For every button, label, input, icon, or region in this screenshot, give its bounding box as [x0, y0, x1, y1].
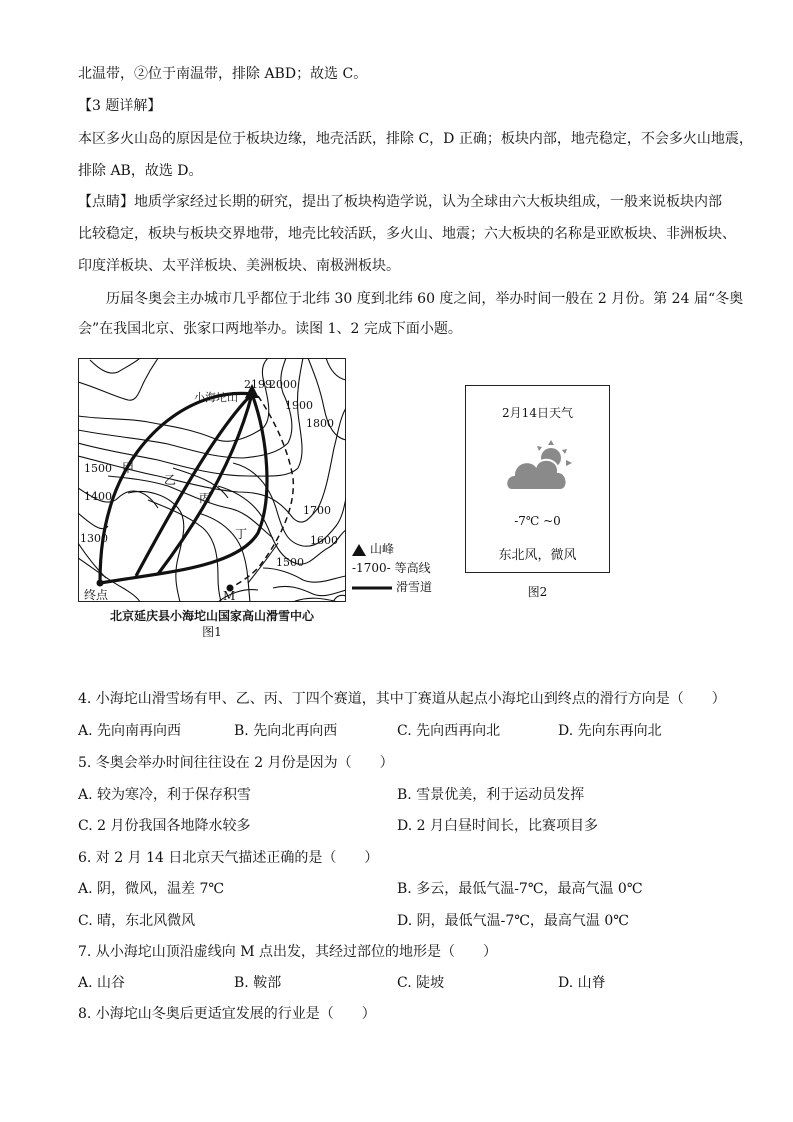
legend-contour-sample: -1700- — [352, 561, 391, 575]
peak-elevation-label: 2199 — [244, 378, 272, 391]
paragraph-text: 本区多火山岛的原因是位于板块边缘，地壳活跃，排除 C，D 正确；板块内部，地壳稳定，不会多火山地震， — [78, 131, 753, 147]
peak-name-label: 小海坨山 — [194, 391, 238, 404]
legend-contour-label: 等高线 — [394, 561, 431, 575]
question-option[interactable]: C. 晴，东北风微风 — [78, 913, 196, 929]
question-option[interactable]: B. 多云，最低气温-7℃，最高气温 0℃ — [397, 881, 643, 897]
question-option[interactable]: B. 先向北再向西 — [234, 723, 338, 739]
run-label-jia: 甲 — [122, 461, 135, 475]
paragraph-text: 比较稳定，板块与板块交界地带，地壳比较活跃，多火山、地震；六大板块的名称是亚欧板块、非洲板块、 — [78, 226, 736, 242]
weather-temperature: -7℃ ~0 — [514, 514, 561, 528]
end-point-marker — [97, 580, 104, 587]
figure1-label: 图1 — [202, 625, 222, 639]
section-heading: 【3 题详解】 — [78, 98, 162, 114]
paragraph-text: 印度洋板块、太平洋板块、美洲板块、南极洲板块。 — [78, 258, 400, 274]
weather-title: 2月14日天气 — [502, 406, 573, 420]
question-option[interactable]: D. 先向东再向北 — [558, 723, 662, 739]
question-option[interactable]: C. 2 月份我国各地降水较多 — [78, 818, 251, 834]
weather-card — [465, 385, 610, 573]
contour-label: 1500 — [276, 556, 304, 569]
question-stem: 8. 小海坨山冬奥后更适宜发展的行业是（ ） — [78, 1006, 376, 1022]
question-option[interactable]: D. 2 月白昼时间长，比赛项目多 — [397, 818, 598, 834]
question-option[interactable]: C. 陡坡 — [397, 975, 445, 991]
legend-peak-label: 山峰 — [370, 542, 395, 556]
peak-legend-icon — [352, 544, 366, 556]
question-option[interactable]: A. 较为寒冷，利于保存积雪 — [78, 787, 252, 803]
question-stem: 5. 冬奥会举办时间往往设在 2 月份是因为（ ） — [78, 755, 394, 771]
run-label-bing: 丙 — [199, 491, 212, 505]
question-option[interactable]: D. 山脊 — [558, 975, 606, 991]
question-option[interactable]: D. 阴，最低气温-7℃，最高气温 0℃ — [397, 913, 629, 929]
m-point-label: M — [223, 589, 236, 602]
question-option[interactable]: A. 阴，微风，温差 7℃ — [78, 881, 225, 897]
legend-ski-run-label: 滑雪道 — [396, 580, 433, 594]
paragraph-text: 会”在我国北京、张家口两地举办。读图 1、2 完成下面小题。 — [78, 321, 462, 337]
question-stem: 6. 对 2 月 14 日北京天气描述正确的是（ ） — [78, 850, 379, 866]
partly-cloudy-icon — [504, 438, 579, 498]
run-label-ding: 丁 — [235, 527, 248, 541]
question-stem: 7. 从小海坨山顶沿虚线向 M 点出发，其经过部位的地形是（ ） — [78, 944, 498, 960]
paragraph-text: 历届冬奥会主办城市几乎都位于北纬 30 度到北纬 60 度之间，举办时间一般在 2 月份。第 24 届“冬奥 — [106, 291, 744, 307]
contour-label: 2000 — [269, 378, 297, 391]
contour-label: 1600 — [310, 534, 338, 547]
question-option[interactable]: B. 鞍部 — [234, 975, 282, 991]
contour-label: 1800 — [306, 417, 334, 430]
question-option[interactable]: A. 先向南再向西 — [78, 723, 182, 739]
question-option[interactable]: C. 先向西再向北 — [397, 723, 501, 739]
end-point-label: 终点 — [84, 588, 109, 602]
figure2-label: 图2 — [527, 585, 548, 599]
contour-label: 1500 — [84, 462, 112, 475]
figure1-caption: 北京延庆县小海坨山国家高山滑雪中心 — [109, 609, 314, 623]
question-option[interactable]: A. 山谷 — [78, 975, 126, 991]
ski-run-legend-icon — [352, 585, 392, 591]
paragraph-text: 【点睛】地质学家经过长期的研究，提出了板块构造学说，认为全球由六大板块组成，一般来说板块内部 — [78, 194, 722, 210]
paragraph-text: 北温带，②位于南温带，排除 ABD；故选 C。 — [78, 66, 368, 82]
weather-wind: 东北风，微风 — [498, 548, 577, 563]
contour-label: 1300 — [80, 532, 108, 545]
run-label-yi: 乙 — [164, 473, 177, 487]
map-legend — [352, 540, 432, 597]
contour-label: 1700 — [303, 504, 331, 517]
contour-map — [78, 358, 346, 602]
contour-label: 1400 — [84, 490, 112, 503]
question-option[interactable]: B. 雪景优美，利于运动员发挥 — [397, 787, 585, 803]
question-stem: 4. 小海坨山滑雪场有甲、乙、丙、丁四个赛道，其中丁赛道从起点小海坨山到终点的滑行方向是（ ） — [78, 691, 726, 707]
paragraph-text: 排除 AB，故选 D。 — [78, 163, 203, 179]
contour-label: 1900 — [285, 399, 313, 412]
